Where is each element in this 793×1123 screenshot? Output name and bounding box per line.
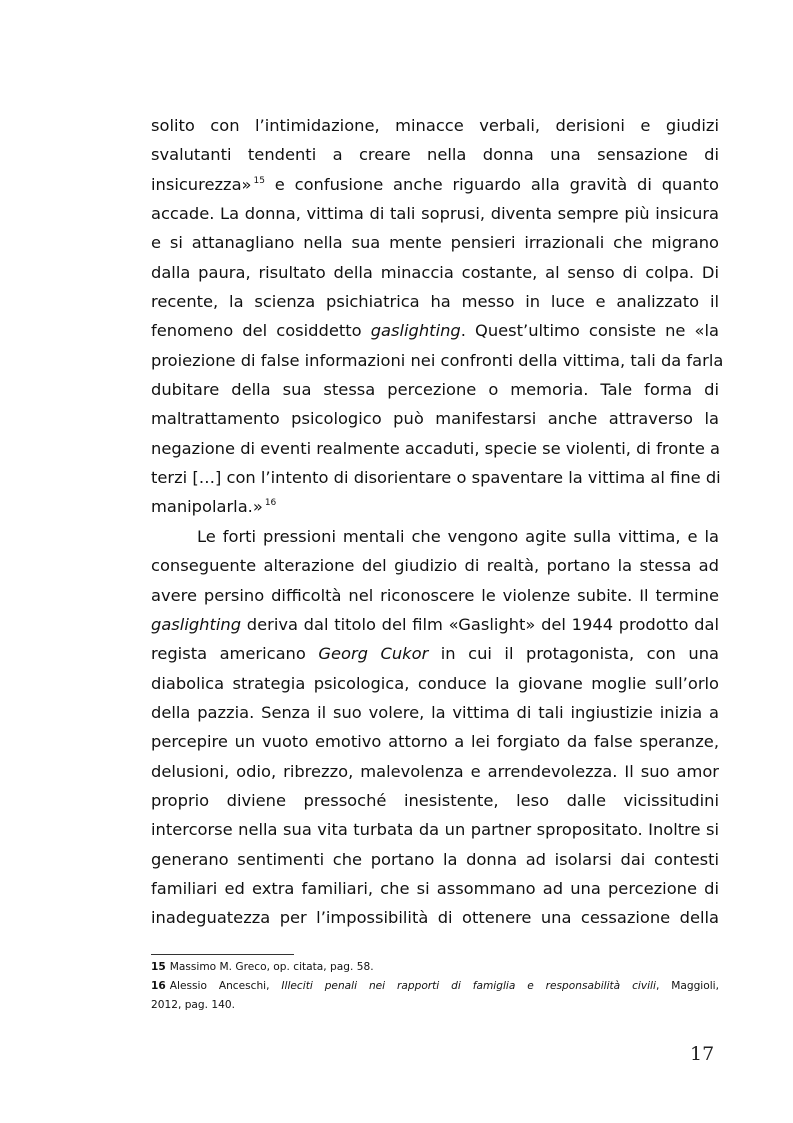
- text-line: terzi […] con l’intento di disorientare o spaventare la vittima al fine di: [151, 468, 721, 488]
- footnote-ref-15[interactable]: 15: [253, 175, 265, 186]
- text-line: dalla paura, risultato della minaccia costante, al senso di colpa. Di: [151, 262, 719, 282]
- text-line: dubitare della sua stessa percezione o memoria. Tale forma di: [151, 380, 719, 400]
- page-number: 17: [690, 1043, 715, 1065]
- text-line: maltrattamento psicologico può manifestarsi anche attraverso la: [151, 409, 719, 429]
- text-line: percepire un vuoto emotivo attorno a lei forgiato da false speranze,: [151, 732, 719, 752]
- text-line: intercorse nella sua vita turbata da un partner spropositato. Inoltre si: [151, 820, 719, 840]
- footnote-16-continuation: 2012, pag. 140.: [151, 999, 235, 1011]
- text-line: fenomeno del cosiddetto gaslighting. Quest’ultimo consiste ne «la: [151, 321, 719, 341]
- text-line: regista americano Georg Cukor in cui il protagonista, con una: [151, 644, 719, 664]
- footnote-ref-16[interactable]: 16: [264, 498, 277, 509]
- text-line: manipolarla.» $^{16}$: [151, 497, 277, 517]
- text-line: gaslighting deriva dal titolo del film «Gaslight» del 1944 prodotto dal: [151, 614, 719, 634]
- paragraph-first-line: Le forti pressioni mentali che vengono agite sulla vittima, e la: [197, 526, 719, 546]
- text-line: inadeguatezza per l’impossibilità di ottenere una cessazione della: [151, 908, 719, 928]
- text-line: svalutanti tendenti a creare nella donna una sensazione di: [151, 145, 719, 165]
- text-line: generano sentimenti che portano la donna ad isolarsi dai contesti: [151, 849, 719, 869]
- text-line: familiari ed extra familiari, che si assommano ad una percezione di: [151, 878, 719, 898]
- text-line: solito con l’intimidazione, minacce verbali, derisioni e giudizi: [151, 116, 719, 135]
- text-line: proiezione di false informazioni nei confronti della vittima, tali da farla: [151, 350, 724, 370]
- footnote-15: 15 Massimo M. Greco, op. citata, pag. 58.: [151, 961, 374, 973]
- text-line: insicurezza» $^{15}$ e confusione anche riguardo alla gravità di quanto: [151, 174, 719, 194]
- text-line: recente, la scienza psichiatrica ha messo in luce e analizzato il: [151, 292, 719, 312]
- text-line: delusioni, odio, ribrezzo, malevolenza e arrendevolezza. Il suo amor: [151, 761, 719, 781]
- text-line: proprio diviene pressoché inesistente, leso dalle vicissitudini: [151, 790, 719, 810]
- text-line: conseguente alterazione del giudizio di realtà, portano la stessa ad: [151, 556, 719, 576]
- text-line: negazione di eventi realmente accaduti, specie se violenti, di fronte a: [151, 438, 721, 458]
- footnote-16: 16 Alessio Anceschi, Illeciti penali nei rapporti di famiglia e responsabilità civili, Maggioli,: [151, 980, 719, 992]
- footnote-separator: [151, 954, 294, 955]
- footnotes: [151, 958, 719, 1015]
- text-line: e si attanagliano nella sua mente pensieri irrazionali che migrano: [151, 233, 719, 253]
- text-line: diabolica strategia psicologica, conduce la giovane moglie sull’orlo: [151, 673, 719, 693]
- body-text: [151, 111, 724, 933]
- text-line: della pazzia. Senza il suo volere, la vittima di tali ingiustizie inizia a: [151, 702, 719, 722]
- text-line: accade. La donna, vittima di tali soprusi, diventa sempre più insicura: [151, 204, 719, 224]
- text-line: avere persino difficoltà nel riconoscere le violenze subite. Il termine: [151, 585, 719, 605]
